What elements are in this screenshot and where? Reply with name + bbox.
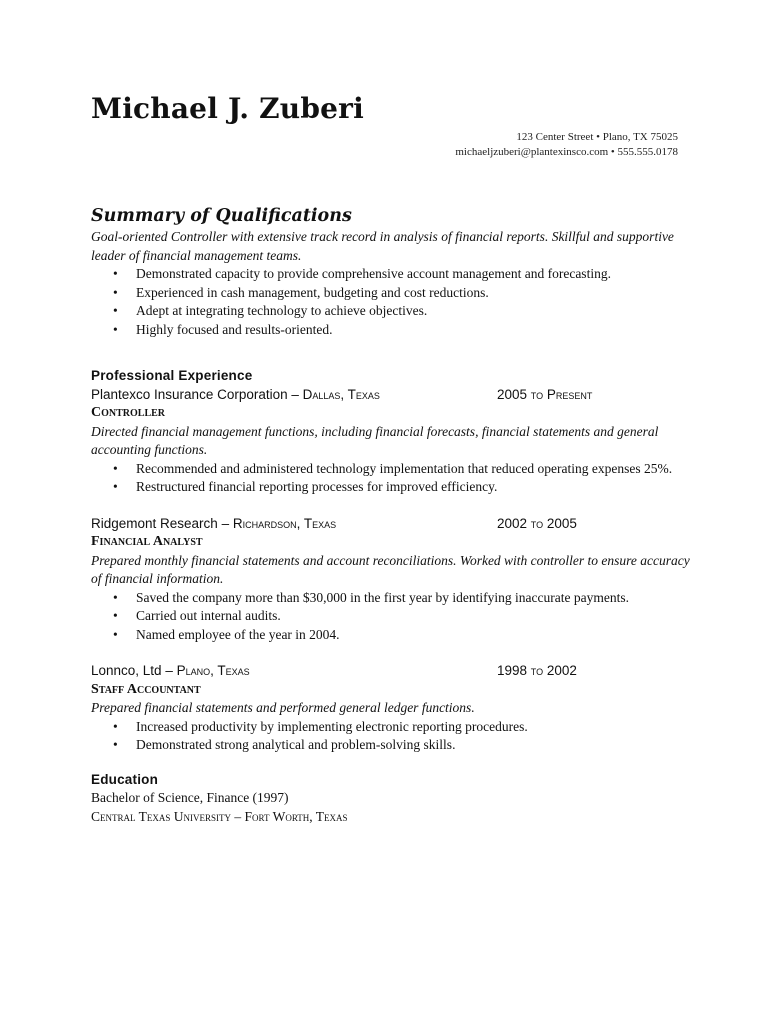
job-description: Directed financial management functions, including financial forecasts, financial statements and general accounting functions. — [91, 423, 659, 457]
education-degree: Bachelor of Science, Finance (1997) — [91, 790, 289, 805]
list-item: • Carried out internal audits. — [91, 607, 691, 626]
education-school: Central Texas University – Fort Worth, Texas — [91, 808, 348, 824]
list-item: • Saved the company more than $30,000 in the first year by identifying inaccurate payments. — [91, 589, 691, 608]
address-line: 123 Center Street • Plano, TX 75025 — [516, 131, 678, 143]
job-company: Ridgemont Research — [91, 515, 218, 531]
list-item: • Demonstrated strong analytical and problem-solving skills. — [91, 736, 691, 755]
job-company: Plantexco Insurance Corporation — [91, 386, 288, 402]
summary-title: Summary of Qualifications — [91, 206, 352, 226]
job-bullets — [91, 460, 691, 497]
job-dates: 2002 to 2005 — [497, 515, 577, 531]
job-role: Staff Accountant — [91, 681, 201, 697]
job-header: Ridgemont Research – Richardson, Texas 2002 to 2005 — [91, 515, 691, 534]
job-header: Plantexco Insurance Corporation – Dallas, Texas 2005 to Present — [91, 386, 691, 405]
list-item: • Adept at integrating technology to achieve objectives. — [91, 302, 691, 321]
job-role: Financial Analyst — [91, 534, 203, 549]
candidate-name: Michael J. Zuberi — [91, 92, 364, 125]
email-phone-line: michaeljzuberi@plantexinsco.com • 555.555.0178 — [455, 146, 678, 158]
list-item: • Experienced in cash management, budgeting and cost reductions. — [91, 284, 691, 303]
list-item: • Restructured financial reporting processes for improved efficiency. — [91, 478, 691, 497]
list-item: • Increased productivity by implementing electronic reporting procedures. — [91, 718, 691, 737]
job-bullets — [91, 589, 691, 645]
summary-bullets — [91, 265, 691, 339]
job-header: Lonnco, Ltd – Plano, Texas 1998 to 2002 — [91, 662, 691, 681]
summary-intro: Goal-oriented Controller with extensive track record in analysis of financial reports. Skillful and supportive leader of financial management teams. — [91, 229, 674, 263]
job-description: Prepared financial statements and performed general ledger functions. — [91, 700, 475, 715]
job-location: Richardson, Texas — [232, 515, 337, 531]
education-title: Education — [91, 771, 159, 787]
list-item: • Recommended and administered technology implementation that reduced operating expenses 25%. — [91, 460, 691, 479]
job-dates: 1998 to 2002 — [497, 663, 577, 678]
list-item: • Demonstrated capacity to provide comprehensive account management and forecasting. — [91, 265, 691, 284]
resume-content — [91, 204, 691, 826]
job-dates: 2005 to Present — [497, 386, 593, 402]
job-company: Lonnco, Ltd — [91, 663, 162, 678]
contact-block — [455, 130, 678, 160]
experience-title: Professional Experience — [91, 368, 253, 383]
job-location: Dallas, Texas — [302, 386, 380, 402]
job-bullets — [91, 718, 691, 755]
job-description: Prepared monthly financial statements and account reconciliations. Worked with controller to ensure accuracy of financial information. — [91, 552, 690, 586]
job-role: Controller — [91, 405, 166, 420]
job-location: Plano, Texas — [176, 663, 250, 678]
list-item: • Named employee of the year in 2004. — [91, 626, 691, 645]
list-item: • Highly focused and results-oriented. — [91, 321, 691, 340]
